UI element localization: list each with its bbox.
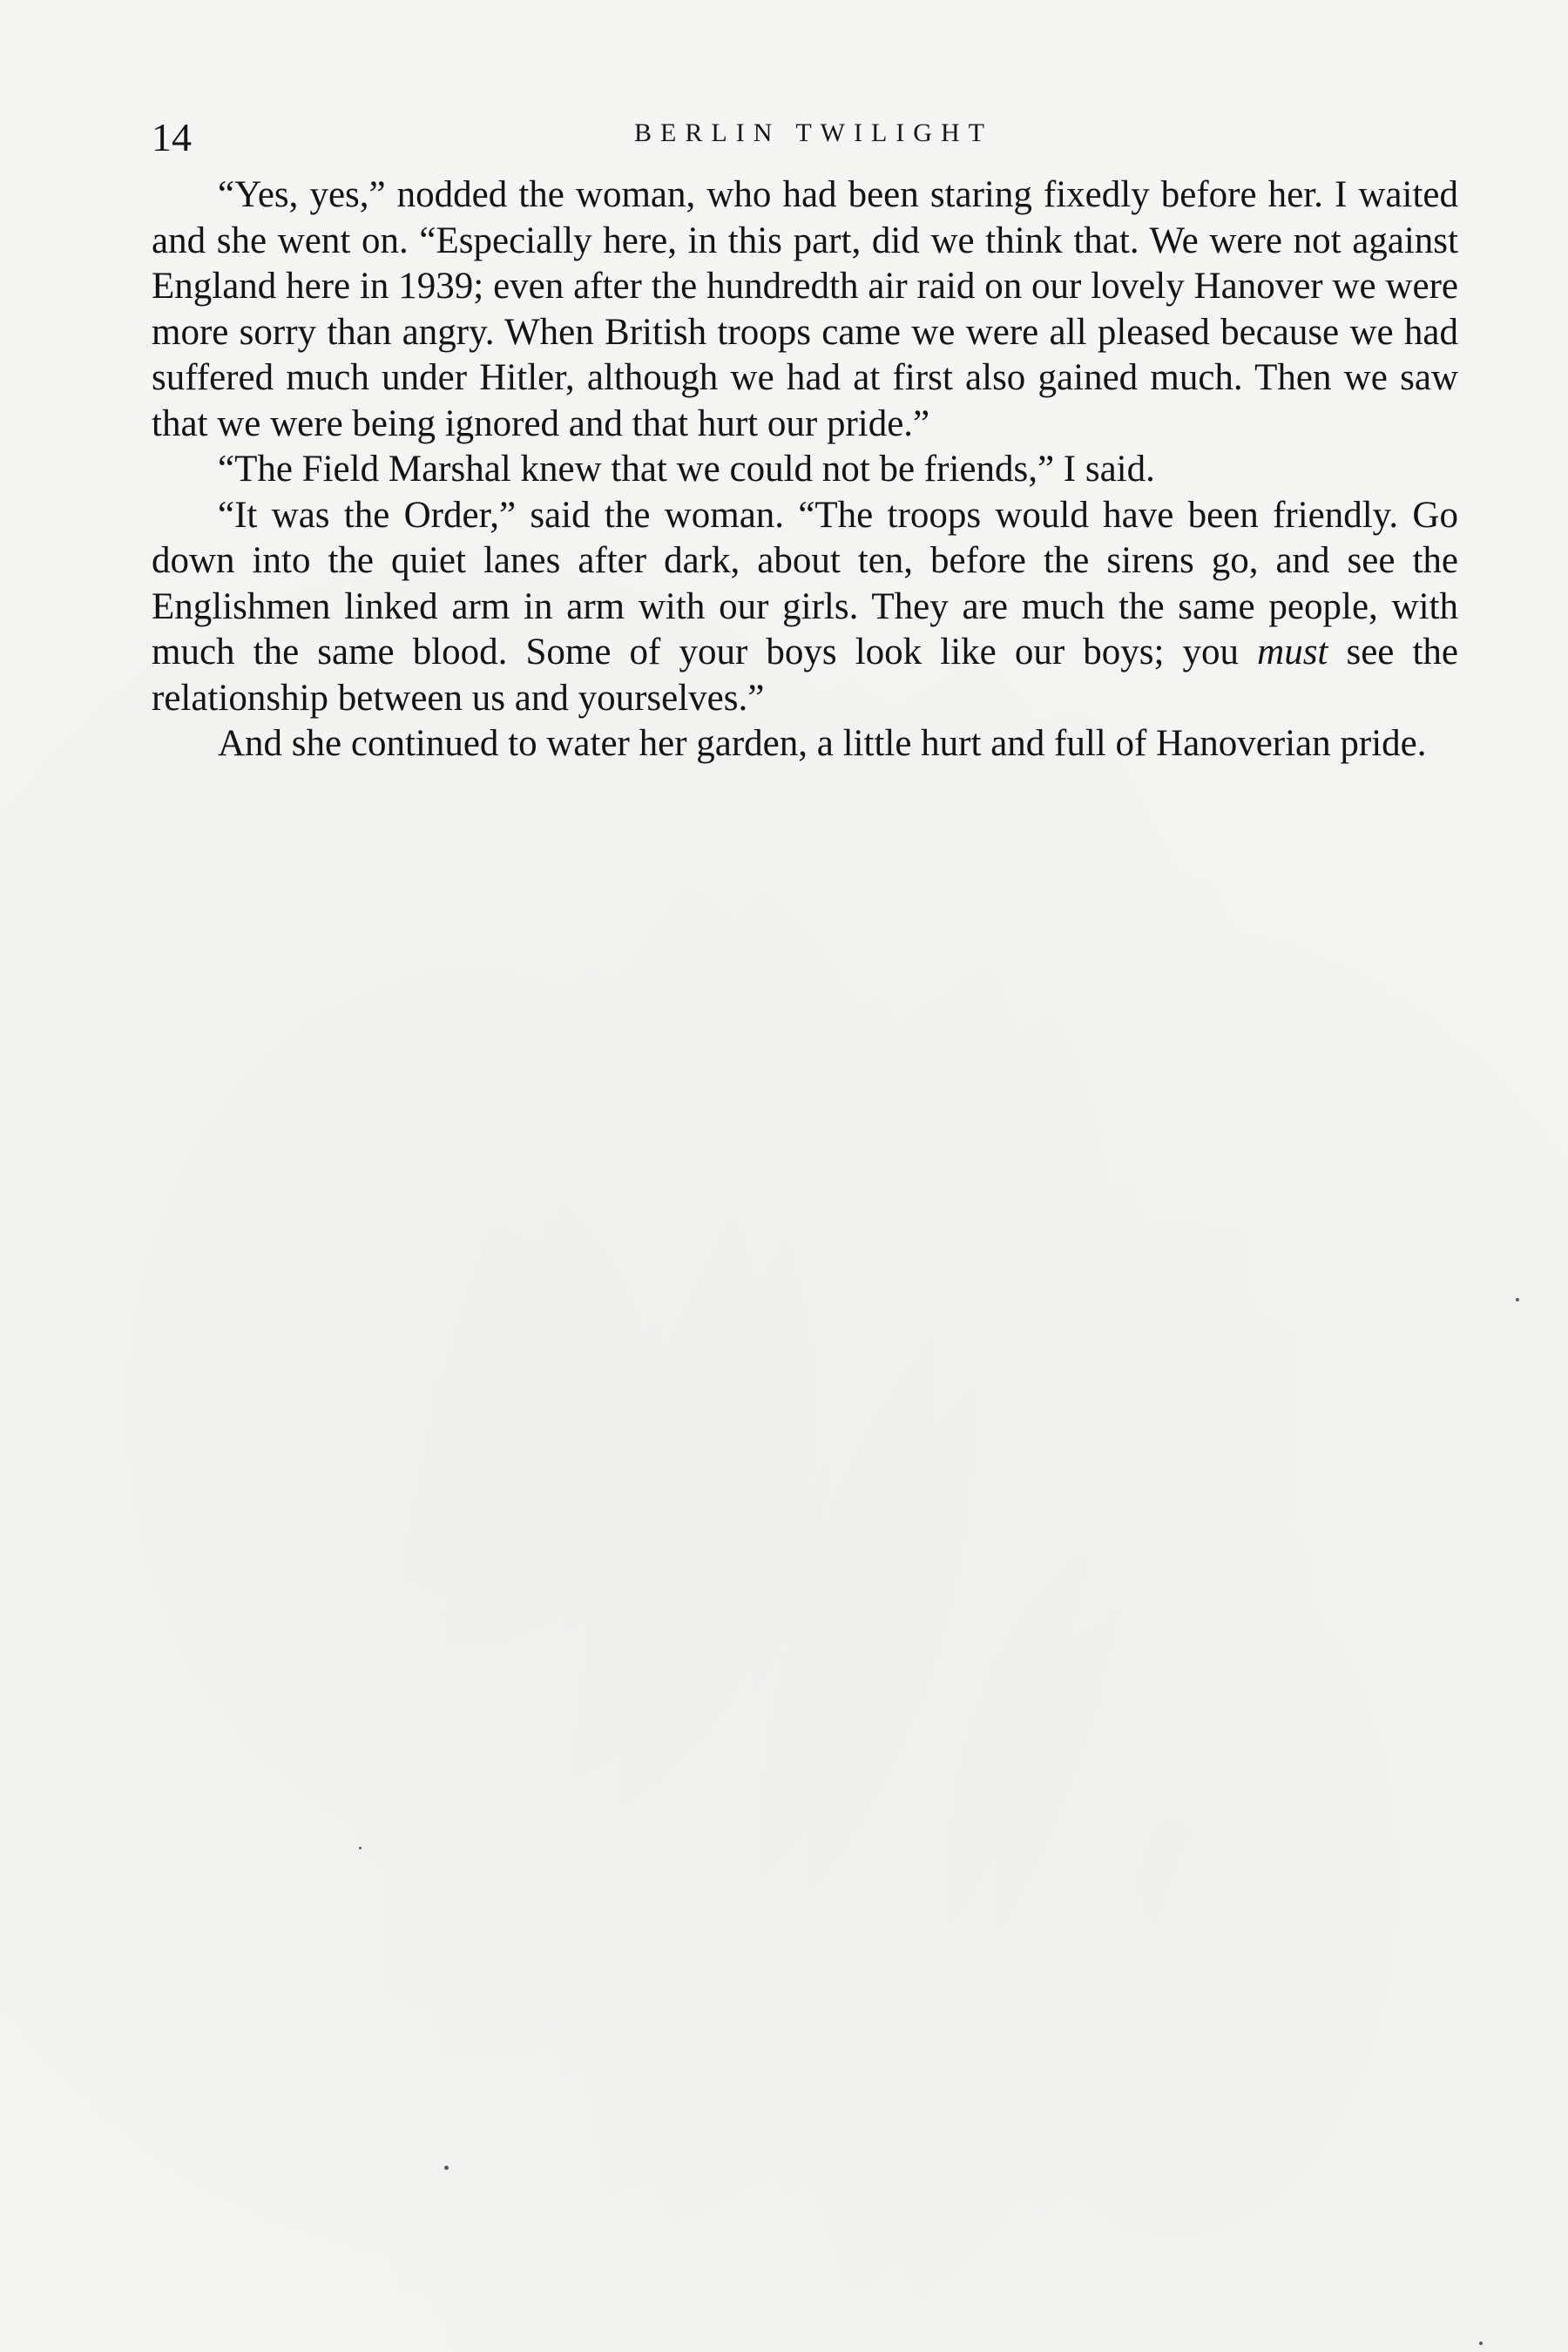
paragraph-text: “It was the Order,” said the woman. “The troops would have been friendly. Go down into the quiet lanes after dark, about ten, before the sirens go, and see the Englishmen linked arm in arm with our girls. They are much the same people, with much the same blood. Some of your boys look like our boys; you: [152, 494, 1458, 672]
body-text: [152, 172, 1458, 767]
paper-speck: [1516, 1298, 1519, 1301]
running-head: [152, 112, 1458, 164]
paper-speck: [359, 1847, 362, 1849]
paragraph: [152, 493, 1458, 722]
paper-speck: [444, 2166, 449, 2170]
book-title: BERLIN TWILIGHT: [634, 118, 993, 147]
emphasized-word: must: [1257, 632, 1328, 672]
paragraph: And she continued to water her garden, a little hurt and full of Hanoverian pride.: [218, 723, 1427, 764]
paragraph-text: see the relationship between us and yourselves.”: [152, 632, 1459, 719]
paragraph: “Yes, yes,” nodded the woman, who had been staring fixedly before her. I waited and she went on. “Especially here, in this part, did we think that. We were not against England here in 1939; even after the hundredth air raid on our lovely Hanover we were more sorry than angry. When British troops came we were all pleased because we had suffered much under Hitler, although we had at first also gained much. Then we saw that we were being ignored and that hurt our pride.”: [152, 174, 1458, 444]
page-number: 14: [152, 115, 192, 159]
paragraph: “The Field Marshal knew that we could not be friends,” I said.: [218, 449, 1155, 490]
paper-speck: [1479, 2342, 1483, 2345]
